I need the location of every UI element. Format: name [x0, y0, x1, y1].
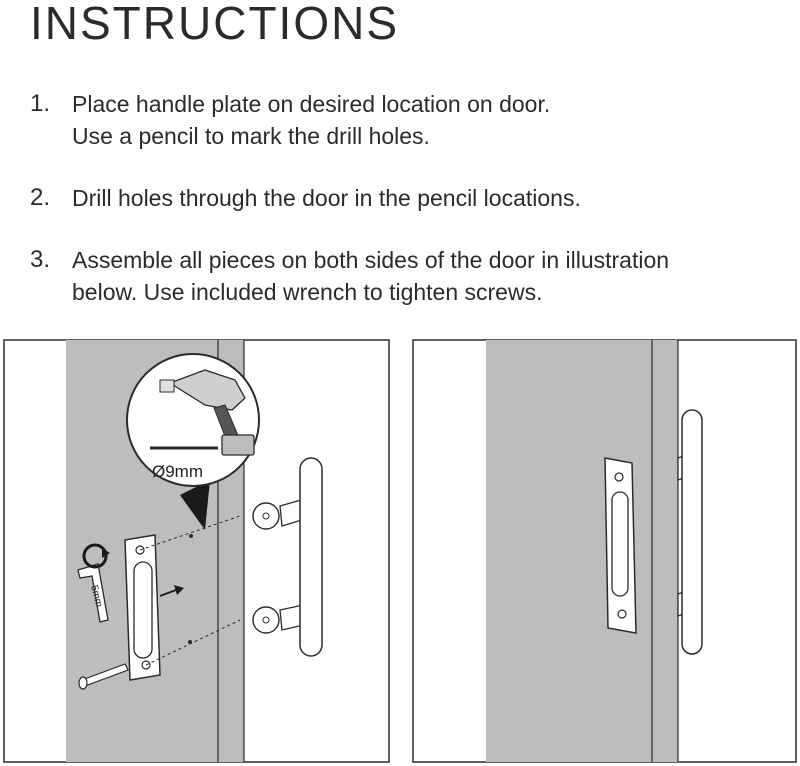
right-handle-bar [682, 410, 702, 654]
drill-hole-mark-bottom [188, 640, 192, 644]
handle-bar [300, 458, 322, 656]
drill-hole-mark-top [189, 534, 193, 538]
right-door [486, 340, 678, 762]
left-panel [4, 340, 389, 762]
step-3-line-1: Assemble all pieces on both sides of the door in illustration [72, 247, 670, 273]
wrench-size-label: 5mm [88, 584, 105, 609]
left-handle-plate [125, 535, 160, 680]
step-3-line-2: below. Use included wrench to tighten screws. [72, 279, 543, 305]
step-2-line-1: Drill holes through the door in the pencil locations. [72, 185, 581, 211]
step-1-line-2: Use a pencil to mark the drill holes. [72, 123, 430, 149]
step-1-number: 1. [30, 90, 51, 117]
step-1-line-1: Place handle plate on desired location on door. [72, 91, 551, 117]
right-panel [413, 340, 796, 762]
page-title: INSTRUCTIONS [30, 0, 399, 49]
drill-size-label: Ø9mm [152, 462, 203, 481]
step-3-number: 3. [30, 246, 51, 273]
step-2-number: 2. [30, 184, 51, 211]
right-bar-handle [678, 410, 702, 654]
right-handle-plate [605, 458, 636, 633]
